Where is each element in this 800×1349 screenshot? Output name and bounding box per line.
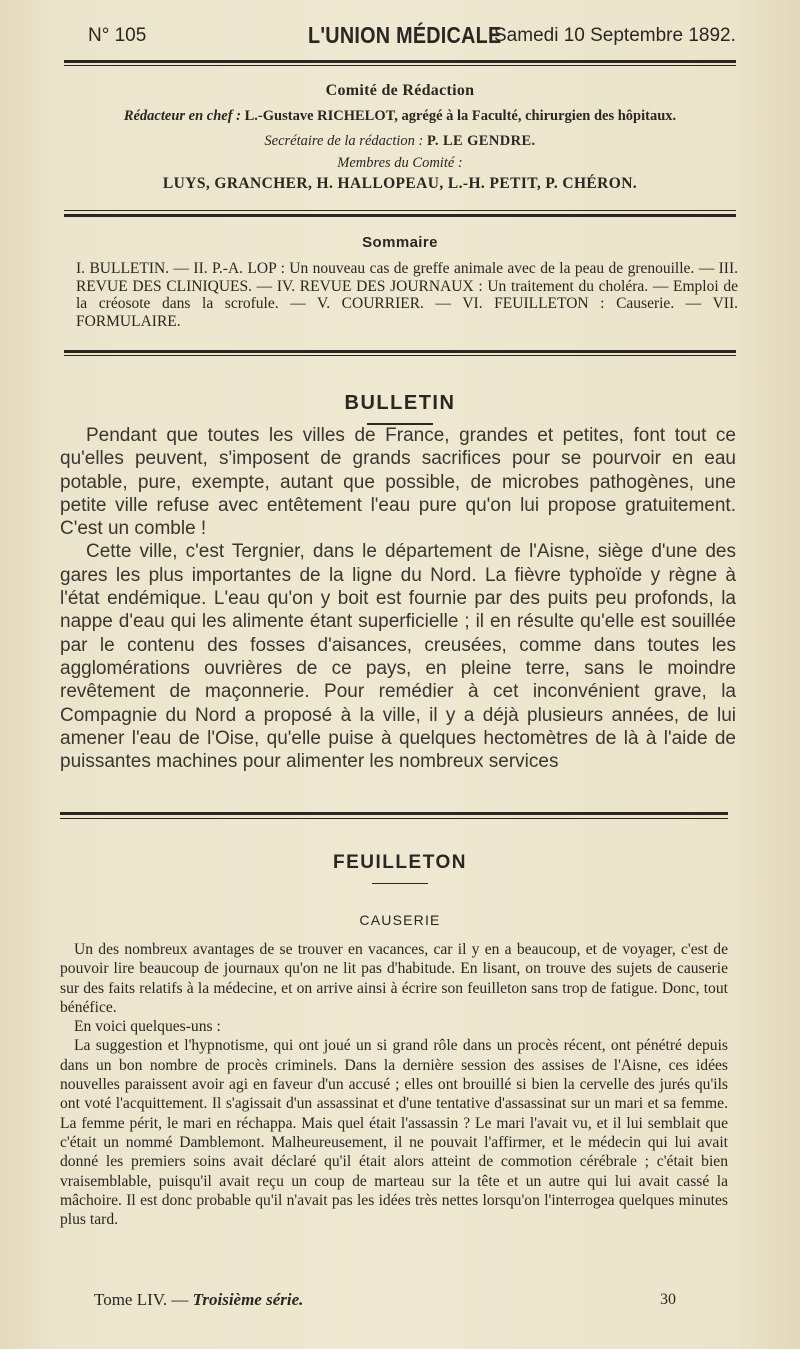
bulletin-paragraph: Pendant que toutes les villes de France, grandes et petites, font tout ce qu'elles peuvent, s'imposent de grands sacrifices pour se pourvoir en eau potable, pure, exempte, autant que possible, de microbes pathogènes, une petite ville refuse avec entêtement l'eau pure qu'on lui propose gratuitement. C'est un comble ! [60, 425, 736, 540]
committee-title: Comité de Rédaction [325, 82, 475, 99]
bulletin-body [60, 424, 736, 773]
editor-role: Rédacteur en chef : [123, 108, 242, 124]
secretary-line [60, 133, 740, 150]
bulletin-title: BULLETIN [344, 392, 456, 414]
footer-series: Troisième série. [192, 1290, 304, 1309]
issue-number: N° 105 [88, 25, 147, 46]
sommaire-text: I. BULLETIN. — II. P.-A. LOP : Un nouveau cas de greffe animale avec de la peau de grenouille. — III. REVUE DES CLINIQUES. — IV. REVUE DES JOURNAUX : Un traitement du choléra. — Emploi de la créosote dans la scrofule. — V. COURRIER. — VI. FEUILLETON : Causerie. — VII. FORMULAIRE. [76, 260, 738, 330]
issue-date: Samedi 10 Septembre 1892. [494, 25, 736, 46]
causerie-paragraph: Un des nombreux avantages de se trouver en vacances, car il y en a beaucoup, et de voyager, c'est de pouvoir lire beaucoup de journaux qu'on ne lit pas d'habitude. En lisant, on trouve des sujets de causerie sur des faits relatifs à la médecine, et on arrive ainsi à écrire son feuilleton sans trop de fatigue. Donc, tout bénéfice. [60, 941, 728, 1016]
masthead-rule [64, 60, 736, 63]
feuilleton-title-rule [372, 883, 428, 884]
footer-tome: Tome LIV. — [94, 1290, 189, 1309]
feuilleton-title: FEUILLETON [333, 852, 467, 873]
footer-volume [94, 1290, 303, 1310]
members-role: Membres du Comité : [337, 155, 463, 171]
sommaire-title: Sommaire [362, 234, 438, 251]
causerie-body [60, 940, 728, 1229]
editor-line [60, 108, 740, 125]
sommaire-rule [64, 350, 736, 353]
secretary-name: P. LE GENDRE. [426, 133, 536, 149]
members-names: LUYS, GRANCHER, H. HALLOPEAU, L.-H. PETIT, P. CHÉRON. [162, 175, 638, 192]
masthead-rule-thin [64, 65, 736, 66]
committee-rule [64, 214, 736, 217]
bulletin-rule [60, 812, 728, 815]
secretary-role: Secrétaire de la rédaction : [264, 133, 424, 149]
masthead [62, 18, 738, 52]
causerie-title: CAUSERIE [359, 912, 441, 928]
causerie-paragraph: En voici quelques-uns : [74, 1018, 221, 1036]
bulletin-rule-thin [60, 818, 728, 819]
sommaire-rule-thin [64, 355, 736, 356]
page-number: 30 [660, 1291, 676, 1308]
committee-rule-top [64, 210, 736, 211]
editor-text: L.-Gustave RICHELOT, agrégé à la Faculté, chirurgien des hôpitaux. [244, 108, 677, 124]
journal-title: L'UNION MÉDICALE [308, 22, 502, 48]
causerie-paragraph: La suggestion et l'hypnotisme, qui ont joué un si grand rôle dans un procès récent, ont pénétré depuis dans un bon nombre de procès criminels. Dans la dernière session des assises de l'Aisne, ces idées nouvelles paraissent avoir agi en faveur d'un accusé ; elles ont brouillé si bien la cervelle des jurés qu'ils ont voté l'acquittement. Il s'agissait d'un assassinat et d'une tentative d'assassinat sur un mari et sa femme. La femme périt, le mari en réchappa. Mais quel était l'assassin ? Le mari l'avait vu, et il lui semblait que c'était un nommé Damblemont. Malheureusement, il ne pouvait l'affirmer, et le médecin qui lui avait donné les premiers soins avait déclaré qu'il était alors atteint de commotion cérébrale ; c'était bien vraisemblable, puisqu'il avait reçu un coup de marteau sur la tête et un autre qui lui avait cassé la mâchoire. Il est donc probable qu'il n'avait pas les idées très nettes lorsqu'on l'interrogea quelques minutes plus tard. [60, 1037, 728, 1229]
bulletin-paragraph: Cette ville, c'est Tergnier, dans le département de l'Aisne, siège d'une des gares les plus importantes de la ligne du Nord. La fièvre typhoïde y règne à l'état endémique. L'eau qu'on y boit est fournie par des puits peu profonds, la nappe d'eau qui les alimente étant superficielle ; il en résulte qu'elle est souillée par le contenu des fosses d'aisances, creusées, comme dans toutes les agglomérations ouvrières de ce pays, en pleine terre, sans le moindre revêtement de maçonnerie. Pour remédier à cet inconvénient grave, la Compagnie du Nord a proposé à la ville, il y a déjà plusieurs années, de lui amener l'eau de l'Oise, qu'elle puise à quelques hectomètres de là à l'aide de puissantes machines pour alimenter les nombreux services [60, 541, 736, 773]
